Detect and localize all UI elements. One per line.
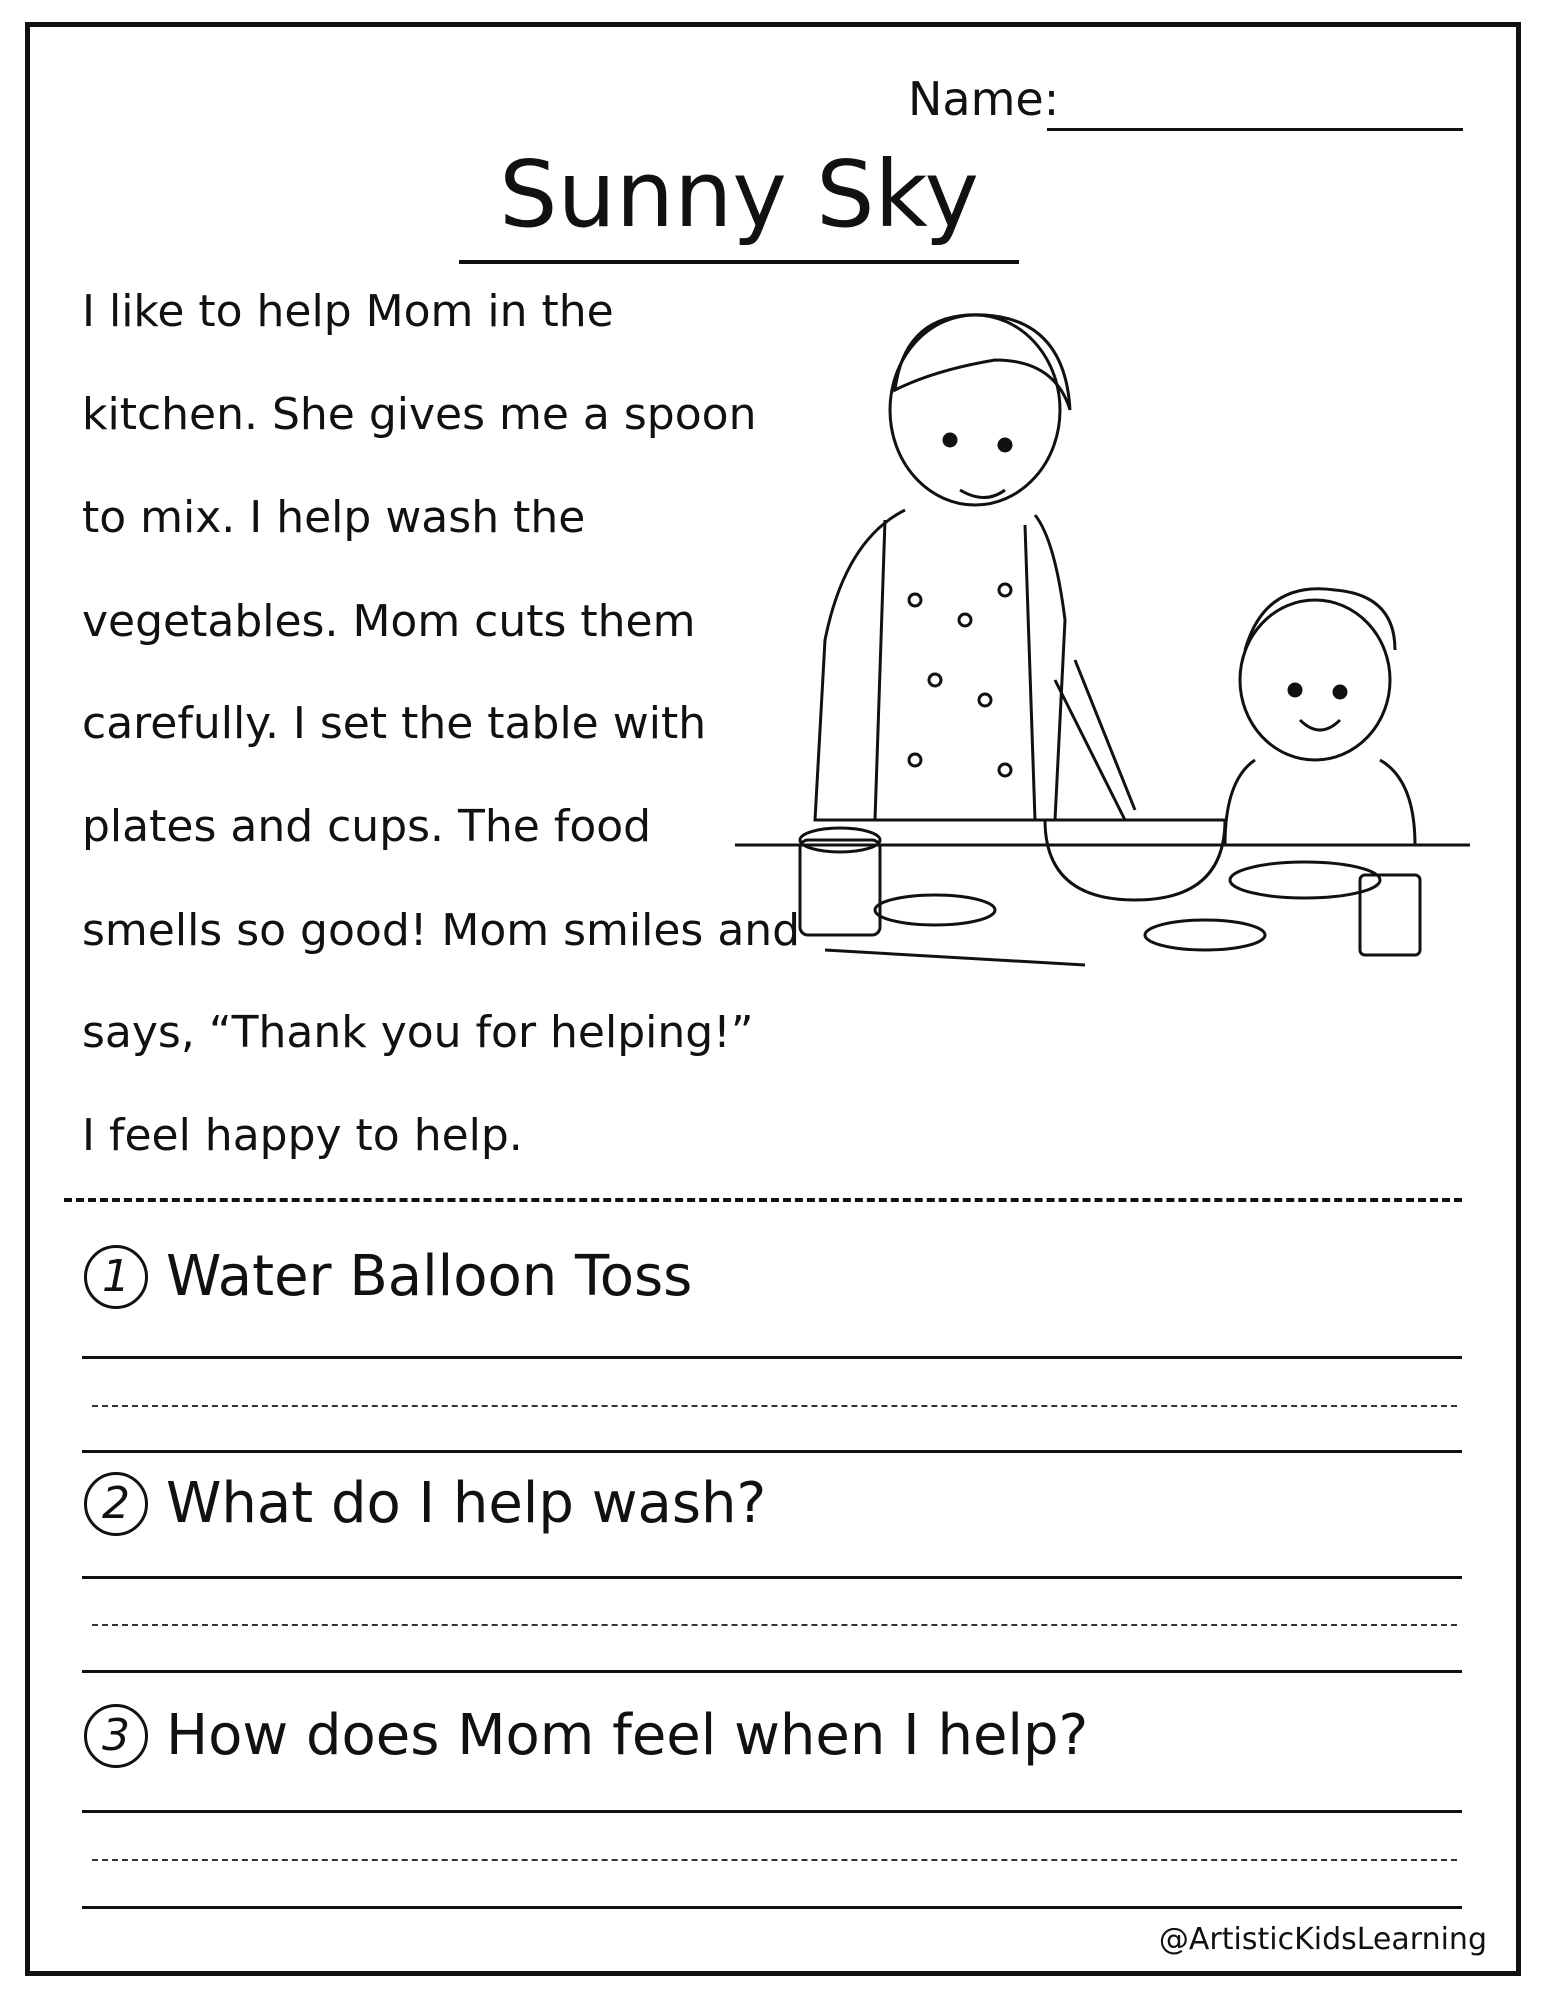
passage-line: kitchen. She gives me a spoon [82,389,757,440]
question-text: What do I help wash? [166,1471,767,1536]
answer-line-base[interactable] [82,1906,1462,1909]
mom-and-child-cooking-illustration [735,300,1470,970]
question-number-circle: 2 [84,1472,148,1536]
passage-line: to mix. I help wash the [82,492,586,543]
name-input-line[interactable] [1047,128,1463,131]
question-text: How does Mom feel when I help? [166,1703,1089,1768]
page-title: Sunny Sky [499,141,979,248]
answer-line-mid [92,1624,1457,1626]
question-2 [84,1471,766,1536]
passage-line: I feel happy to help. [82,1110,523,1161]
title-underline [459,260,1019,264]
question-text: Water Balloon Toss [166,1244,693,1309]
passage-line: smells so good! Mom smiles and [82,905,801,956]
answer-line-top[interactable] [82,1576,1462,1579]
question-1 [84,1244,692,1309]
passage-line: carefully. I set the table with [82,698,707,749]
question-3 [84,1703,1088,1768]
footer-credit: @ArtisticKidsLearning [1158,1922,1487,1957]
section-divider [64,1198,1462,1202]
passage-line: plates and cups. The food [82,801,652,852]
answer-line-mid [92,1859,1457,1861]
name-label: Name: [908,72,1060,126]
answer-line-base[interactable] [82,1450,1462,1453]
question-number-circle: 1 [84,1245,148,1309]
answer-line-top[interactable] [82,1356,1462,1359]
passage-line: says, “Thank you for helping!” [82,1007,754,1058]
answer-line-mid [92,1405,1457,1407]
passage-line: I like to help Mom in the [82,286,614,337]
answer-line-top[interactable] [82,1810,1462,1813]
question-number-circle: 3 [84,1704,148,1768]
passage-line: vegetables. Mom cuts them [82,596,696,647]
answer-line-base[interactable] [82,1670,1462,1673]
